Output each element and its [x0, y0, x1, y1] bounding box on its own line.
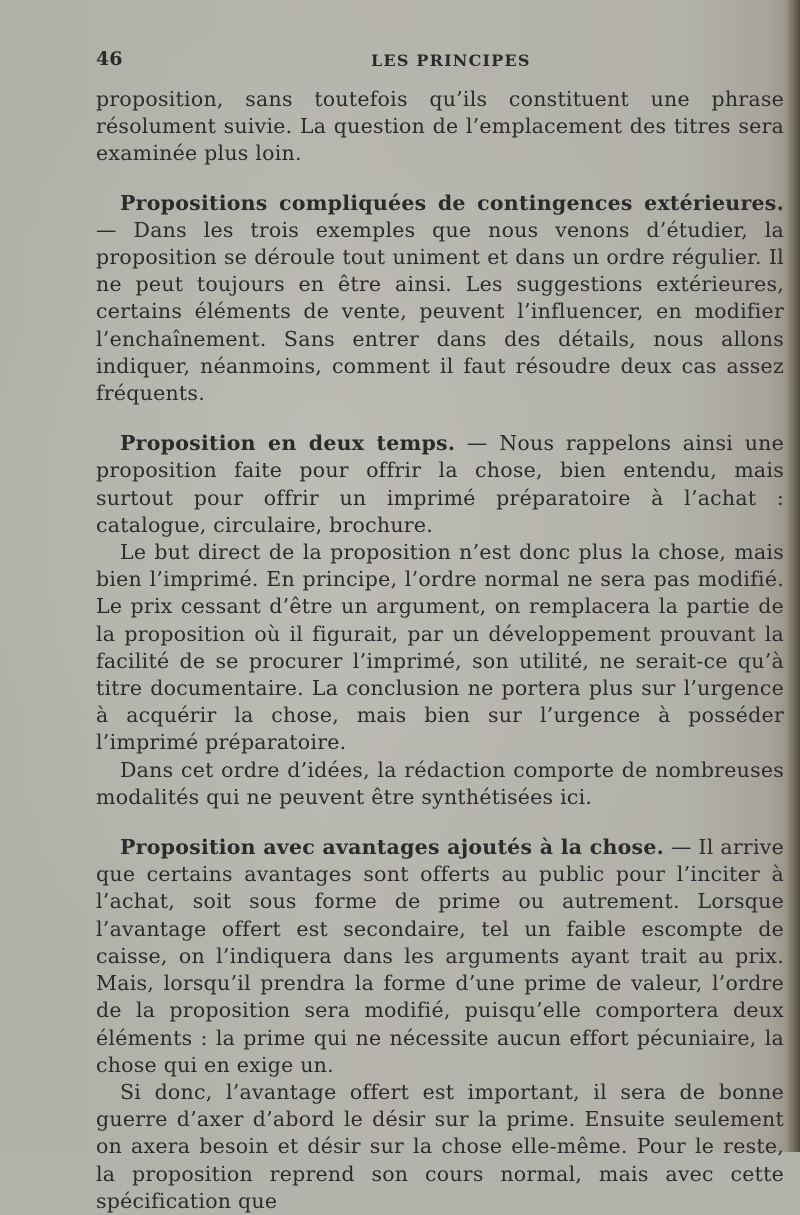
running-head: LES PRINCIPES	[371, 51, 531, 70]
paragraph	[96, 757, 784, 811]
paragraph-text: — Il arrive que certains avantages sont offerts au public pour l’inciter à l’achat, soit sous forme de prime ou autrement. Lorsque l’avantage offert est secondaire, tel un faible escompte de caisse, on l’indiquera dans les arguments ayant trait au prix. Mais, lorsqu’il prendra la forme d’une prime de valeur, l’ordre de la proposition sera modifié, puisqu’elle comportera deux éléments : la prime qui ne nécessite aucun effort pécuniaire, la chose qui en exige un.	[96, 835, 785, 1077]
page-number: 46	[96, 48, 123, 70]
section-two-step-proposition	[96, 430, 784, 539]
section-heading: Proposition en deux temps.	[120, 431, 456, 456]
paragraph-text: Le but direct de la proposition n’est donc plus la chose, mais bien l’imprimé. En principe, l’ordre normal ne sera pas modifié. Le prix cessant d’être un argument, on remplacera la partie de la proposition où il figurait, par un développement prouvant la facilité de se procurer l’imprimé, son utilité, ne serait-ce qu’à titre documentaire. La conclusion ne portera plus sur l’urgence à acquérir la chose, mais bien sur l’urgence à posséder l’imprimé préparatoire.	[96, 540, 784, 755]
page-header	[96, 48, 776, 76]
paragraph-text: proposition, sans toutefois qu’ils constituent une phrase résolument suivie. La question de l’emplacement des titres sera examinée plus loin.	[96, 87, 784, 166]
paragraph-text: Si donc, l’avantage offert est important, il sera de bonne guerre d’axer d’abord le désir sur la prime. Ensuite seulement on axera besoin et désir sur la chose elle-même. Pour le reste, la proposition reprend son cours normal, mais avec cette spécification que	[96, 1079, 784, 1213]
body-text	[96, 86, 784, 1215]
paragraph-text: — Nous rappelons ainsi une proposition faite pour offrir la chose, bien entendu, mais surtout pour offrir un imprimé préparatoire à l’achat : catalogue, circulaire, brochure.	[96, 431, 785, 537]
paragraph	[96, 1079, 784, 1215]
paragraph-text: — Dans les trois exemples que nous venons d’étudier, la proposition se déroule tout uniment et dans un ordre régulier. Il ne peut toujours en être ainsi. Les suggestions extérieures, certains éléments de vente, peuvent l’influencer, en modifier l’enchaînement. Sans entrer dans des détails, nous allons indiquer, néanmoins, comment il faut résoudre deux cas assez fréquents.	[96, 217, 784, 406]
section-complicated-propositions	[96, 190, 784, 408]
page-spine-shadow	[786, 0, 800, 1152]
paragraph	[96, 539, 784, 757]
paragraph-continuation	[96, 86, 784, 168]
section-heading: Propositions compliquées de contingences extérieures.	[120, 190, 784, 215]
paragraph-text: Dans cet ordre d’idées, la rédaction comporte de nombreuses modalités qui ne peuvent être synthétisées ici.	[96, 757, 784, 809]
section-heading: Proposition avec avantages ajoutés à la chose.	[120, 835, 665, 860]
section-added-advantages	[96, 834, 784, 1079]
